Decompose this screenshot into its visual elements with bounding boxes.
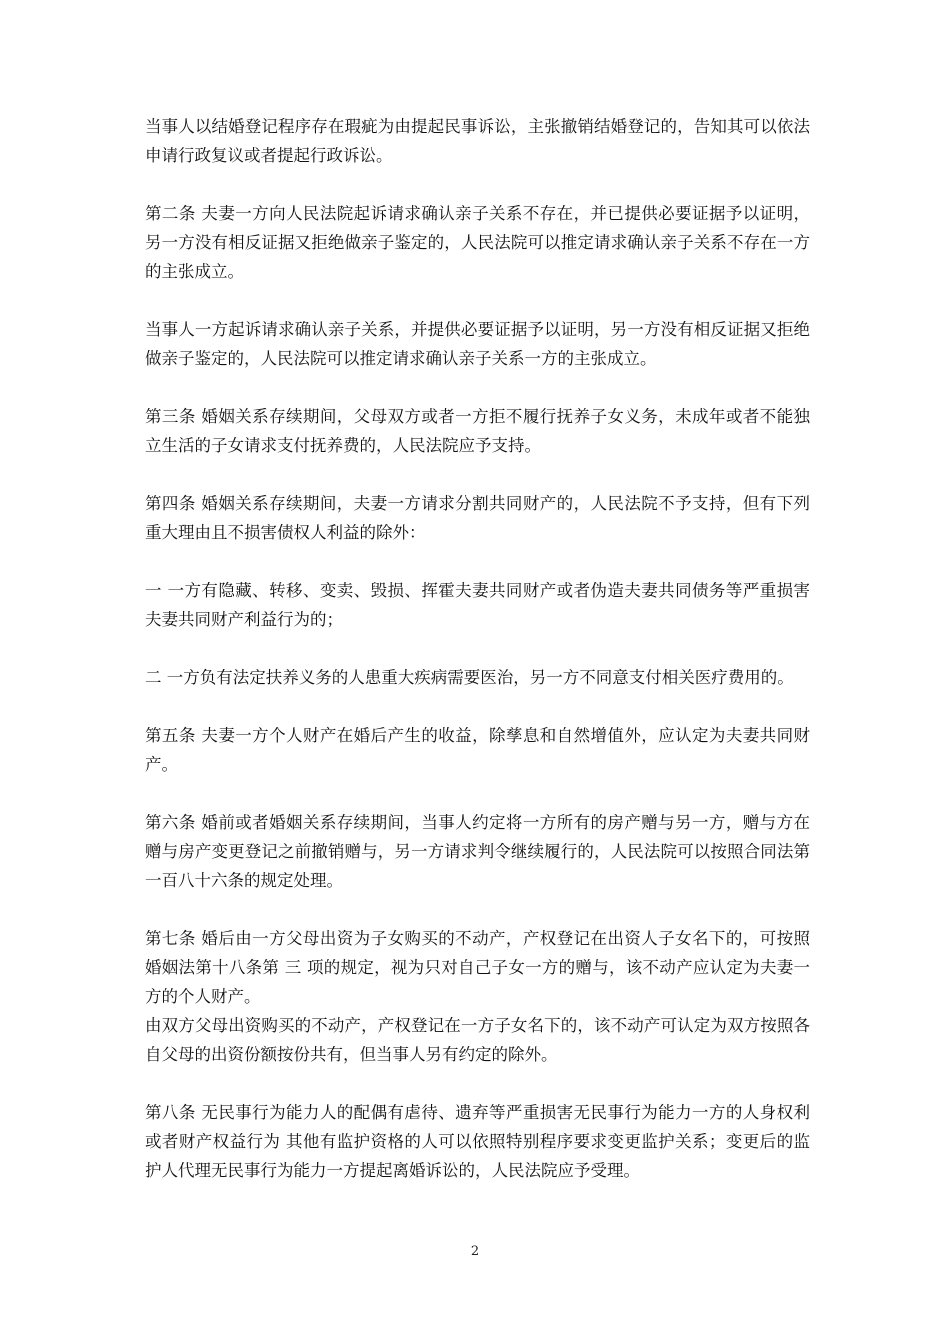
paragraph: 当事人以结婚登记程序存在瑕疵为由提起民事诉讼，主张撤销结婚登记的，告知其可以依法申请行政复议或者提起行政诉讼。: [145, 117, 810, 165]
paragraph: 由双方父母出资购买的不动产，产权登记在一方子女名下的，该不动产可认定为双方按照各自父母的出资份额按份共有，但当事人另有约定的除外。: [145, 1016, 810, 1064]
document-body: [145, 112, 810, 1214]
paragraph: 第三条 婚姻关系存续期间，父母双方或者一方拒不履行抚养子女义务，未成年或者不能独立生活的子女请求支付抚养费的，人民法院应予支持。: [145, 407, 810, 455]
paragraph: 第六条 婚前或者婚姻关系存续期间，当事人约定将一方所有的房产赠与另一方，赠与方在赠与房产变更登记之前撤销赠与，另一方请求判令继续履行的，人民法院可以按照合同法第一百八十六条的规定处理。: [145, 813, 810, 890]
paragraph: 第八条 无民事行为能力人的配偶有虐待、遗弃等严重损害无民事行为能力一方的人身权利或者财产权益行为 其他有监护资格的人可以依照特别程序要求变更监护关系；变更后的监护人代理无民事行为能力一方提起离婚诉讼的，人民法院应予受理。: [145, 1103, 810, 1180]
page-number: 2: [470, 1244, 480, 1259]
paragraph: 第二条 夫妻一方向人民法院起诉请求确认亲子关系不存在，并已提供必要证据予以证明，另一方没有相反证据又拒绝做亲子鉴定的，人民法院可以推定请求确认亲子关系不存在一方的主张成立。: [145, 204, 810, 281]
list-item: 一 一方有隐藏、转移、变卖、毁损、挥霍夫妻共同财产或者伪造夫妻共同债务等严重损害夫妻共同财产利益行为的；: [145, 581, 810, 629]
list-item: 二 一方负有法定扶养义务的人患重大疾病需要医治，另一方不同意支付相关医疗费用的。: [145, 668, 794, 687]
paragraph: 第五条 夫妻一方个人财产在婚后产生的收益，除孳息和自然增值外，应认定为夫妻共同财产。: [145, 726, 810, 774]
paragraph: 第四条 婚姻关系存续期间，夫妻一方请求分割共同财产的，人民法院不予支持，但有下列重大理由且不损害债权人利益的除外：: [145, 494, 810, 542]
paragraph: 当事人一方起诉请求确认亲子关系，并提供必要证据予以证明，另一方没有相反证据又拒绝做亲子鉴定的，人民法院可以推定请求确认亲子关系一方的主张成立。: [145, 320, 810, 368]
paragraph: 第七条 婚后由一方父母出资为子女购买的不动产，产权登记在出资人子女名下的，可按照婚姻法第十八条第 三 项的规定，视为只对自己子女一方的赠与，该不动产应认定为夫妻一方的个人财产。: [145, 929, 810, 1006]
